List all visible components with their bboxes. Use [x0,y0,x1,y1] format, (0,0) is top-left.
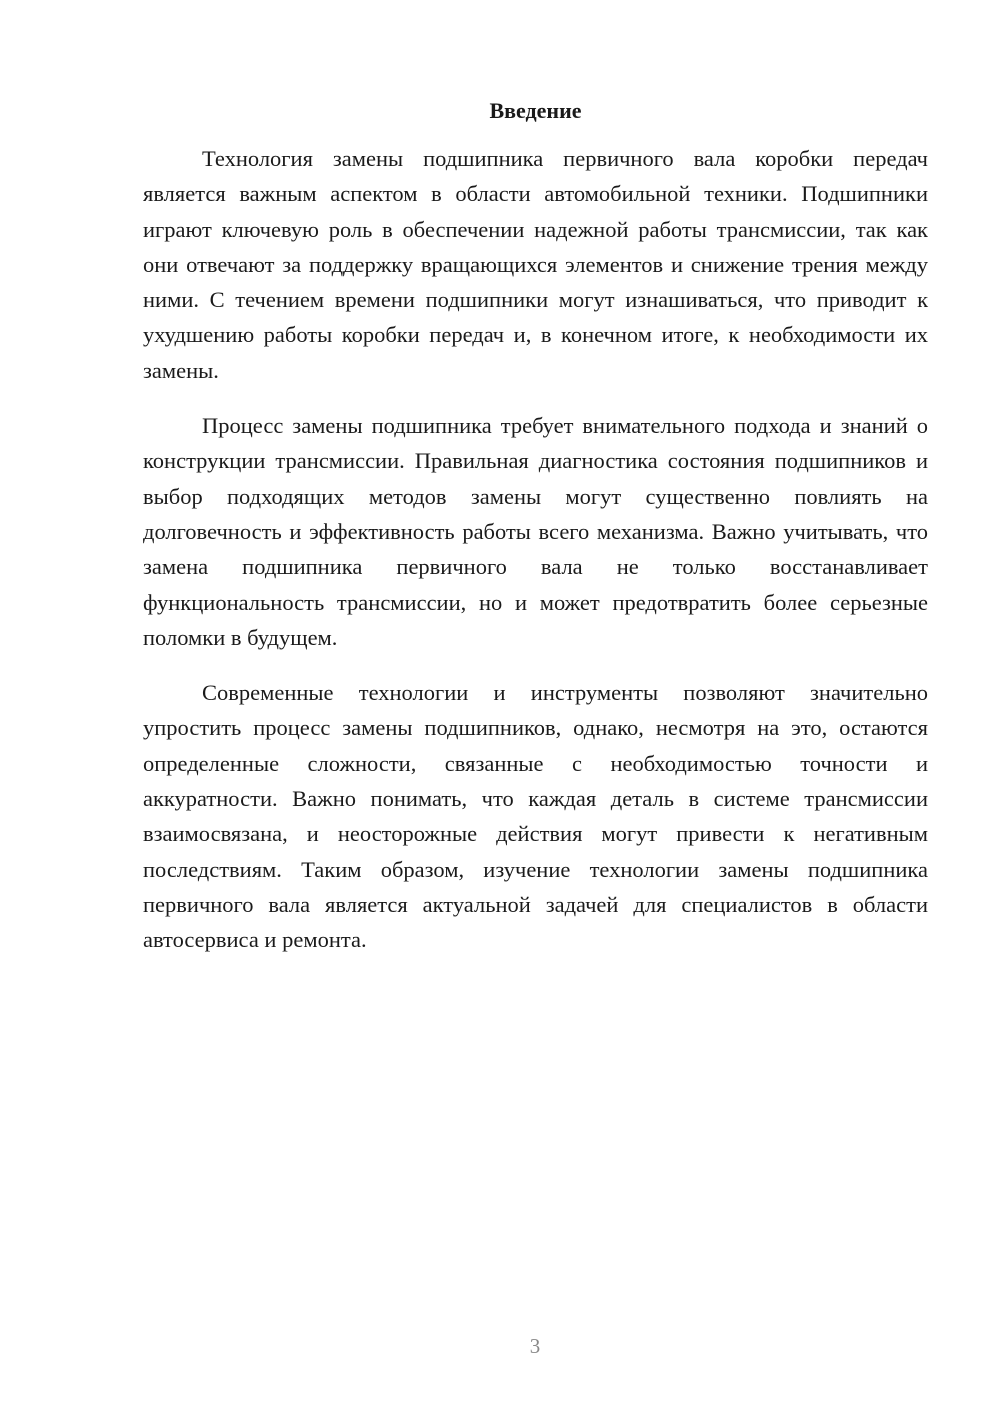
body-text [143,141,928,978]
paragraph-1: Технология замены подшипника первичного вала коробки передач является важным аспектом в области автомобильной техники. Подшипники играют ключевую роль в обеспечении надежной работы трансмиссии, так как они отвечают за поддержку вращающихся элементов и снижение трения между ними. С течением времени подшипники могут изнашиваться, что приводит к ухудшению работы коробки передач и, в конечном итоге, к необходимости их замены. [143,146,928,383]
paragraph-2: Процесс замены подшипника требует внимательного подхода и знаний о конструкции трансмиссии. Правильная диагностика состояния подшипников и выбор подходящих методов замены могут существенно повлиять на долговечность и эффективность работы всего механизма. Важно учитывать, что замена подшипника первичного вала не только восстанавливает функциональность трансмиссии, но и может предотвратить более серьезные поломки в будущем. [143,413,928,650]
paragraph-3: Современные технологии и инструменты позволяют значительно упростить процесс замены подшипников, однако, несмотря на это, остаются определенные сложности, связанные с необходимостью точности и аккуратности. Важно понимать, что каждая деталь в системе трансмиссии взаимосвязана, и неосторожные действия могут привести к негативным последствиям. Таким образом, изучение технологии замены подшипника первичного вала является актуальной задачей для специалистов в области автосервиса и ремонта. [143,680,928,953]
page-number: 3 [529,1334,541,1358]
section-heading: Введение [489,98,582,123]
